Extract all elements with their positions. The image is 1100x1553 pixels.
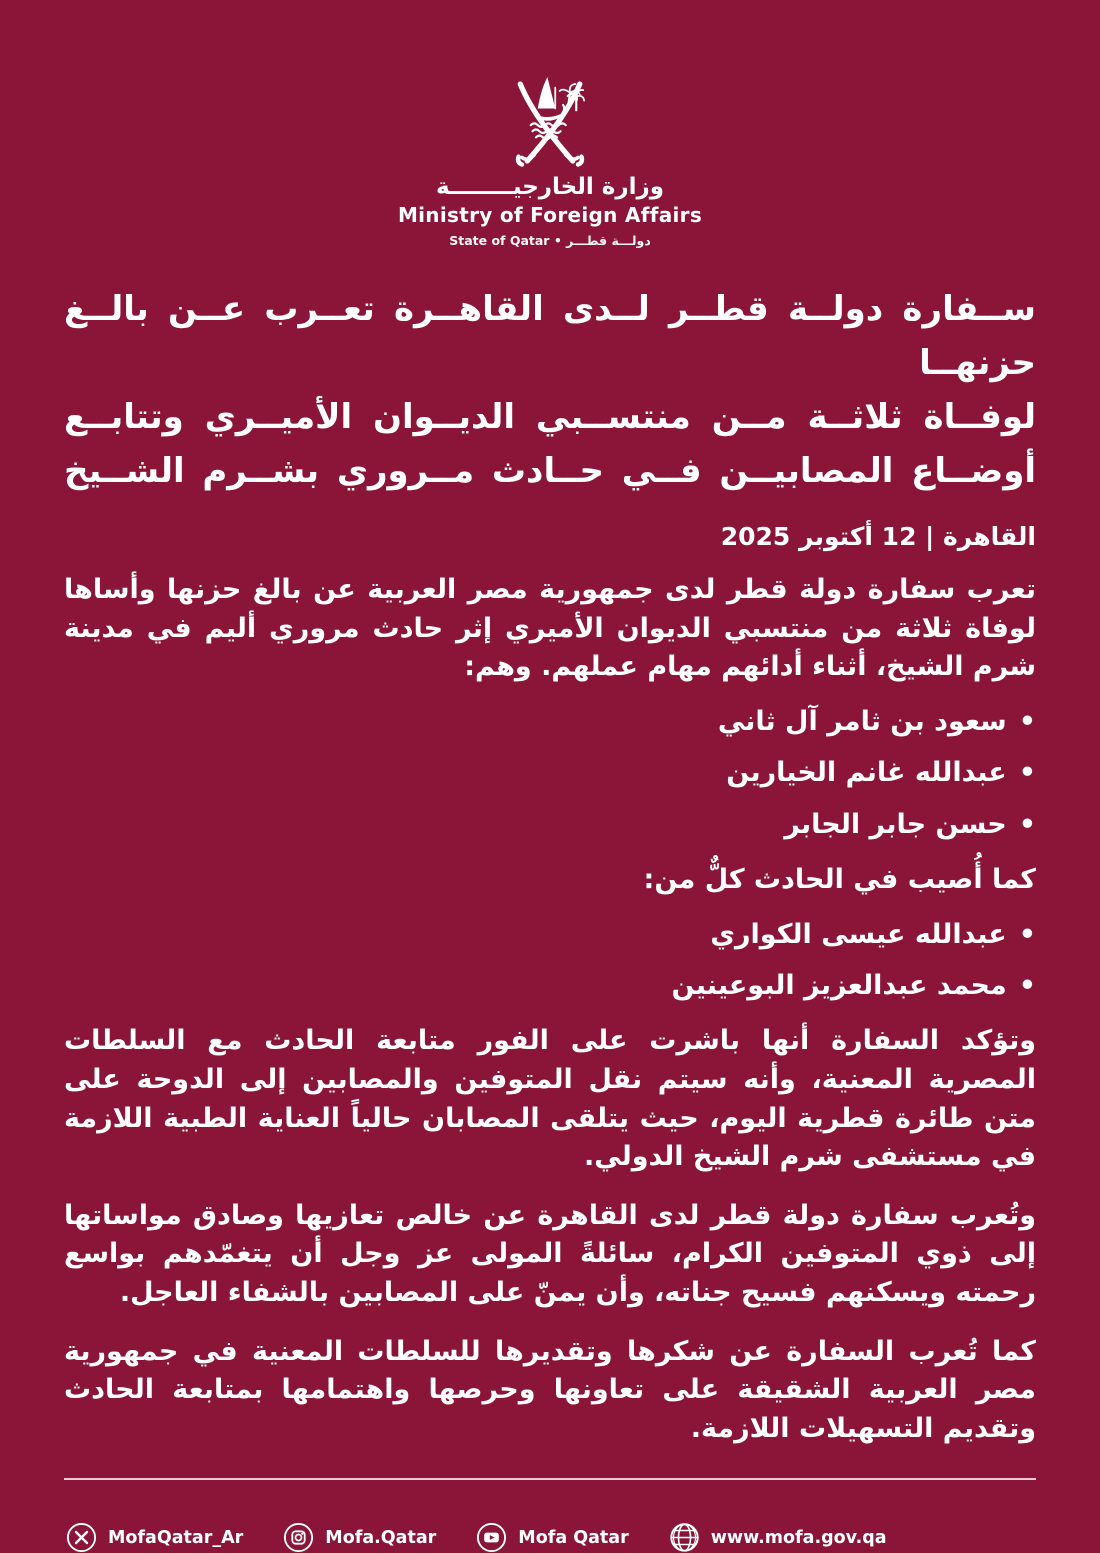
intro-paragraph: تعرب سفارة دولة قطر لدى جمهورية مصر العربية عن بالغ حزنها وأساها لوفاة ثلاثة من منتسبي الديوان الأميري إثر حادث مروري أليم في مدينة شرم الشيخ، أثناء أدائهم مهام عملهم. وهم: bbox=[64, 574, 1036, 683]
injured-intro: كما أُصيب في الحادث كلٌّ من: bbox=[643, 864, 1036, 895]
globe-icon bbox=[669, 1522, 700, 1553]
headline-line-3: أوضــاع المصابيــن فــي حــادث مــروري بشــرم الشــيخ bbox=[64, 451, 1036, 491]
list-item: • حسن جابر الجابر bbox=[64, 809, 1036, 841]
follow-up-paragraph: وتؤكد السفارة أنها باشرت على الفور متابعة الحادث مع السلطات المصرية المعنية، وأنه سيتم نقل المتوفين والمصابين إلى الدوحة على متن طائرة قطرية اليوم، حيث يتلقى المصابان حالياً العناية الطبية اللازمة في مستشفى شرم الشيخ الدولي. bbox=[64, 1025, 1036, 1173]
list-item: • عبدالله غانم الخيارين bbox=[64, 757, 1036, 789]
website-label: www.mofa.gov.qa bbox=[710, 1527, 887, 1548]
statement-body bbox=[0, 282, 1100, 1448]
injured-list bbox=[64, 919, 1036, 1003]
list-item: • سعود بن ثامر آل ثاني bbox=[64, 706, 1036, 738]
thanks-paragraph: كما تُعرب السفارة عن شكرها وتقديرها للسلطات المعنية في جمهورية مصر العربية الشقيقة على تعاونها وحرصها واهتمامها بمتابعة الحادث وتقديم التسهيلات اللازمة. bbox=[64, 1335, 1036, 1444]
youtube-icon bbox=[476, 1522, 507, 1553]
x-handle-label: MofaQatar_Ar bbox=[108, 1527, 244, 1548]
headline bbox=[64, 282, 1036, 498]
instagram-account-link[interactable] bbox=[283, 1522, 436, 1553]
dateline: القاهرة | 12 أكتوبر 2025 bbox=[720, 522, 1036, 551]
ministry-name-arabic: وزارة الخارجيــــــــة bbox=[435, 174, 665, 200]
deceased-list bbox=[64, 706, 1036, 841]
condolences-paragraph: وتُعرب سفارة دولة قطر لدى القاهرة عن خالص تعازيها وصادق مواساتها إلى ذوي المتوفين الكرام، سائلةً المولى عز وجل أن يتغمّدهم بواسع رحمته ويسكنهم فسيح جناته، وأن يمنّ على المصابين بالشفاء العاجل. bbox=[64, 1199, 1036, 1309]
x-twitter-icon bbox=[66, 1522, 97, 1553]
qatar-mofa-emblem-icon bbox=[497, 70, 603, 168]
instagram-handle-label: Mofa.Qatar bbox=[325, 1527, 437, 1548]
instagram-icon bbox=[283, 1522, 314, 1553]
youtube-handle-label: Mofa Qatar bbox=[518, 1527, 629, 1548]
list-item: • عبدالله عيسى الكواري bbox=[64, 919, 1036, 951]
mofa-logo bbox=[0, 70, 1100, 248]
x-account-link[interactable] bbox=[66, 1522, 243, 1553]
list-item: • محمد عبدالعزيز البوعينين bbox=[64, 970, 1036, 1002]
social-footer bbox=[0, 1522, 1100, 1553]
footer-divider bbox=[64, 1478, 1036, 1480]
headline-line-1: ســفارة دولــة قطــر لــدى القاهــرة تعــرب عــن بالــغ حزنهــا bbox=[64, 289, 1036, 383]
website-link[interactable] bbox=[669, 1522, 887, 1553]
headline-line-2: لوفــاة ثلاثــة مــن منتســبي الديــوان الأميــري وتتابــع bbox=[64, 397, 1036, 437]
state-of-qatar-line: دولـــة قطـــر • State of Qatar bbox=[449, 233, 651, 248]
ministry-name-english: Ministry of Foreign Affairs bbox=[397, 203, 703, 227]
youtube-account-link[interactable] bbox=[476, 1522, 628, 1553]
